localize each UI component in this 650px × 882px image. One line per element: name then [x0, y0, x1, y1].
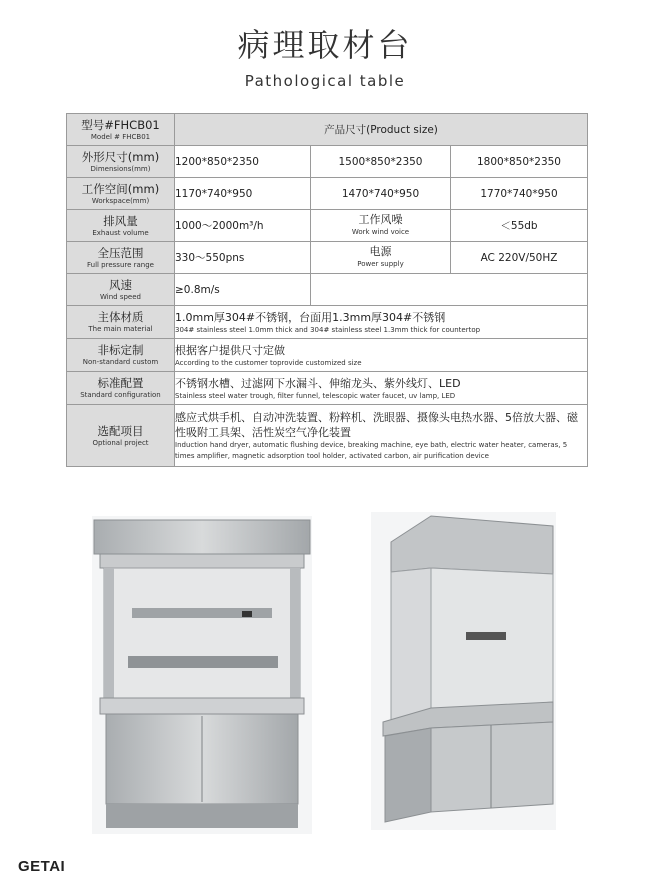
optional-label: 选配项目 — [97, 423, 144, 438]
standard-label-en: Standard configuration — [80, 391, 161, 399]
exhaust-label: 排风量 — [103, 213, 138, 228]
workspace-label-en: Workspace(mm) — [91, 196, 150, 205]
optional-value: 感应式烘手机、自动冲洗装置、粉粹机、洗眼器、摄像头电热水器、5倍放大器、磁性吸附工具架、活性炭空气净化装置 — [175, 410, 578, 439]
material-label-en: The main material — [88, 325, 153, 333]
table-row — [67, 372, 588, 405]
pathological-table-side-photo — [371, 512, 556, 830]
table-row — [67, 274, 588, 306]
optional-label-en: Optional project — [92, 438, 149, 447]
nonstandard-value-en: According to the customer toprovide customized size — [175, 358, 362, 367]
table-row — [67, 114, 588, 146]
optional-value-en: Induction hand dryer, automatic flushing device, breaking machine, eye bath, electric water heater, cameras, 5 times amplifier, magnetic adsorption tool holder, activated carbon, air purification device — [175, 440, 568, 460]
spec-table — [66, 113, 588, 467]
noise-label-cell — [311, 210, 451, 242]
product-size-header: 产品尺寸(Product size) — [175, 114, 588, 146]
table-row — [67, 210, 588, 242]
model-label-en: Model # FHCB01 — [90, 132, 151, 141]
standard-label: 标准配置 — [97, 376, 144, 390]
wind-value: ≥0.8m/s — [175, 274, 311, 306]
workspace-value-1: 1170*740*950 — [175, 178, 311, 210]
table-row — [67, 339, 588, 372]
material-value: 1.0mm厚304#不锈钢，台面用1.3mm厚304#不锈钢 — [175, 310, 446, 324]
material-label-cell — [67, 306, 175, 339]
empty-cell — [311, 274, 588, 306]
power-value: AC 220V/50HZ — [451, 242, 588, 274]
pressure-label-cell — [67, 242, 175, 274]
wind-label-cell — [67, 274, 175, 306]
noise-value: ＜55db — [451, 210, 588, 242]
pressure-label: 全压范围 — [97, 245, 144, 260]
standard-value: 不锈钢水槽、过滤网下水漏斗、伸缩龙头、紫外线灯、LED — [175, 376, 461, 390]
table-row — [67, 146, 588, 178]
nonstandard-label: 非标定制 — [97, 343, 144, 357]
noise-label: 工作风噪 — [358, 212, 403, 226]
pathological-table-front-photo — [92, 516, 312, 834]
material-value-en: 304# stainless steel 1.0mm thick and 304# stainless steel 1.3mm thick for countertop — [175, 325, 481, 334]
power-label: 电源 — [369, 244, 392, 258]
standard-value-cell — [175, 372, 588, 405]
model-label: 型号#FHCB01 — [81, 117, 160, 132]
dimensions-label: 外形尺寸(mm) — [81, 149, 160, 164]
workspace-label: 工作空间(mm) — [81, 181, 160, 196]
nonstandard-value-cell — [175, 339, 588, 372]
pressure-label-en: Full pressure range — [86, 260, 154, 269]
table-row — [67, 242, 588, 274]
page-title-en: Pathological table — [244, 72, 406, 90]
table-row — [67, 178, 588, 210]
dimensions-label-cell — [67, 146, 175, 178]
dimensions-value-3: 1800*850*2350 — [451, 146, 588, 178]
standard-label-cell — [67, 372, 175, 405]
dimensions-value-2: 1500*850*2350 — [311, 146, 451, 178]
table-row — [67, 405, 588, 467]
workspace-label-cell — [67, 178, 175, 210]
table-row — [67, 306, 588, 339]
power-label-cell — [311, 242, 451, 274]
power-label-en: Power supply — [357, 259, 404, 268]
workspace-value-2: 1470*740*950 — [311, 178, 451, 210]
pressure-value: 330～550pns — [175, 242, 311, 274]
wind-label: 风速 — [109, 277, 132, 292]
nonstandard-label-cell — [67, 339, 175, 372]
workspace-value-3: 1770*740*950 — [451, 178, 588, 210]
dimensions-label-en: Dimensions(mm) — [90, 164, 151, 173]
exhaust-label-cell — [67, 210, 175, 242]
optional-label-cell — [67, 405, 175, 467]
dimensions-value-1: 1200*850*2350 — [175, 146, 311, 178]
model-cell — [67, 114, 175, 146]
optional-value-cell — [175, 405, 588, 467]
getai-logo: GETAI — [18, 858, 66, 875]
nonstandard-label-en: Non-standard custom — [82, 358, 159, 366]
material-label: 主体材质 — [97, 310, 144, 324]
page-title-cn: 病理取材台 — [237, 26, 413, 64]
wind-label-en: Wind speed — [100, 292, 141, 301]
standard-value-en: Stainless steel water trough, filter funnel, telescopic water faucet, uv lamp, LED — [175, 391, 456, 400]
exhaust-label-en: Exhaust volume — [92, 228, 149, 237]
nonstandard-value: 根据客户提供尺寸定做 — [175, 343, 285, 357]
noise-label-en: Work wind voice — [351, 227, 410, 236]
material-value-cell — [175, 306, 588, 339]
exhaust-value: 1000～2000m³/h — [175, 210, 311, 242]
